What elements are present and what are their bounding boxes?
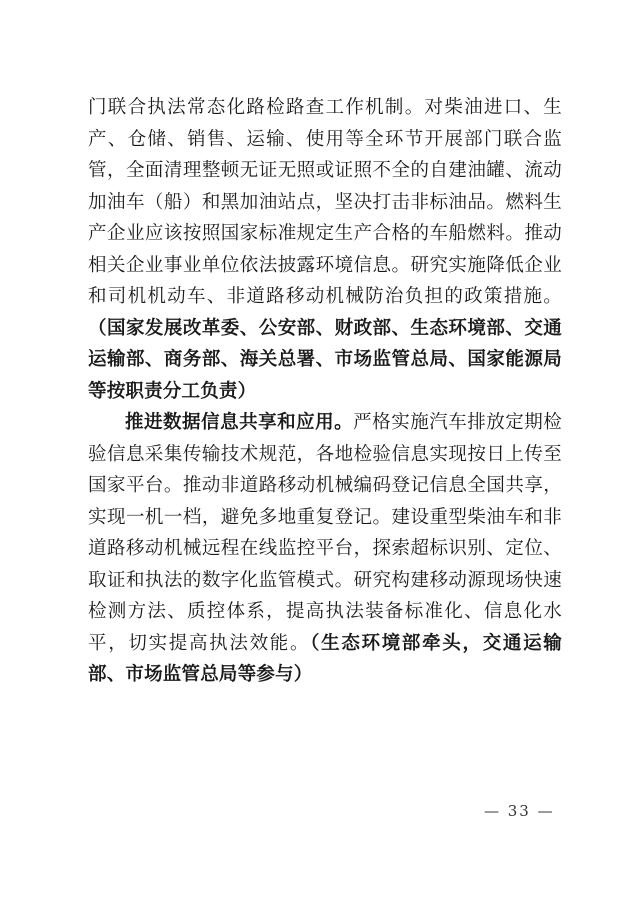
paragraph-enforcement-text: 门联合执法常态化路检路查工作机制。对柴油进口、生产、仓储、销售、运输、使用等全环节开展部门联合监管，全面清理整顿无证无照或证照不全的自建油罐、流动加油车（船）和黑加油站点，坚决打击非标油品。燃料生产企业应该按照国家标准规定生产合格的车船燃料。推动相关企业事业单位依法披露环境信息。研究实施降低企业和司机机动车、非道路移动机械防治负担的政策措施。 (88, 97, 562, 307)
page-number: — 33 — (484, 802, 555, 820)
paragraph-data-sharing-heading: 推进数据信息共享和应用。 (125, 412, 354, 433)
paragraph-data-sharing-responsible: （生态环境部牵头，交通运输部、市场监管总局等参与） (88, 632, 562, 685)
paragraph-enforcement-responsible: （国家发展改革委、公安部、财政部、生态环境部、交通运输部、商务部、海关总署、市场监管总局、国家能源局等按职责分工负责） (88, 317, 562, 402)
body-text (88, 92, 562, 691)
paragraph-data-sharing-text: 严格实施汽车排放定期检验信息采集传输技术规范，各地检验信息实现按日上传至国家平台。推动非道路移动机械编码登记信息全国共享，实现一机一档，避免多地重复登记。建设重型柴油车和非道路移动机械远程在线监控平台，探索超标识别、定位、取证和执法的数字化监管模式。研究构建移动源现场快速检测方法、质控体系，提高执法装备标准化、信息化水平，切实提高执法效能。 (88, 412, 563, 654)
paragraph-enforcement (88, 92, 562, 407)
paragraph-data-sharing (88, 407, 562, 691)
